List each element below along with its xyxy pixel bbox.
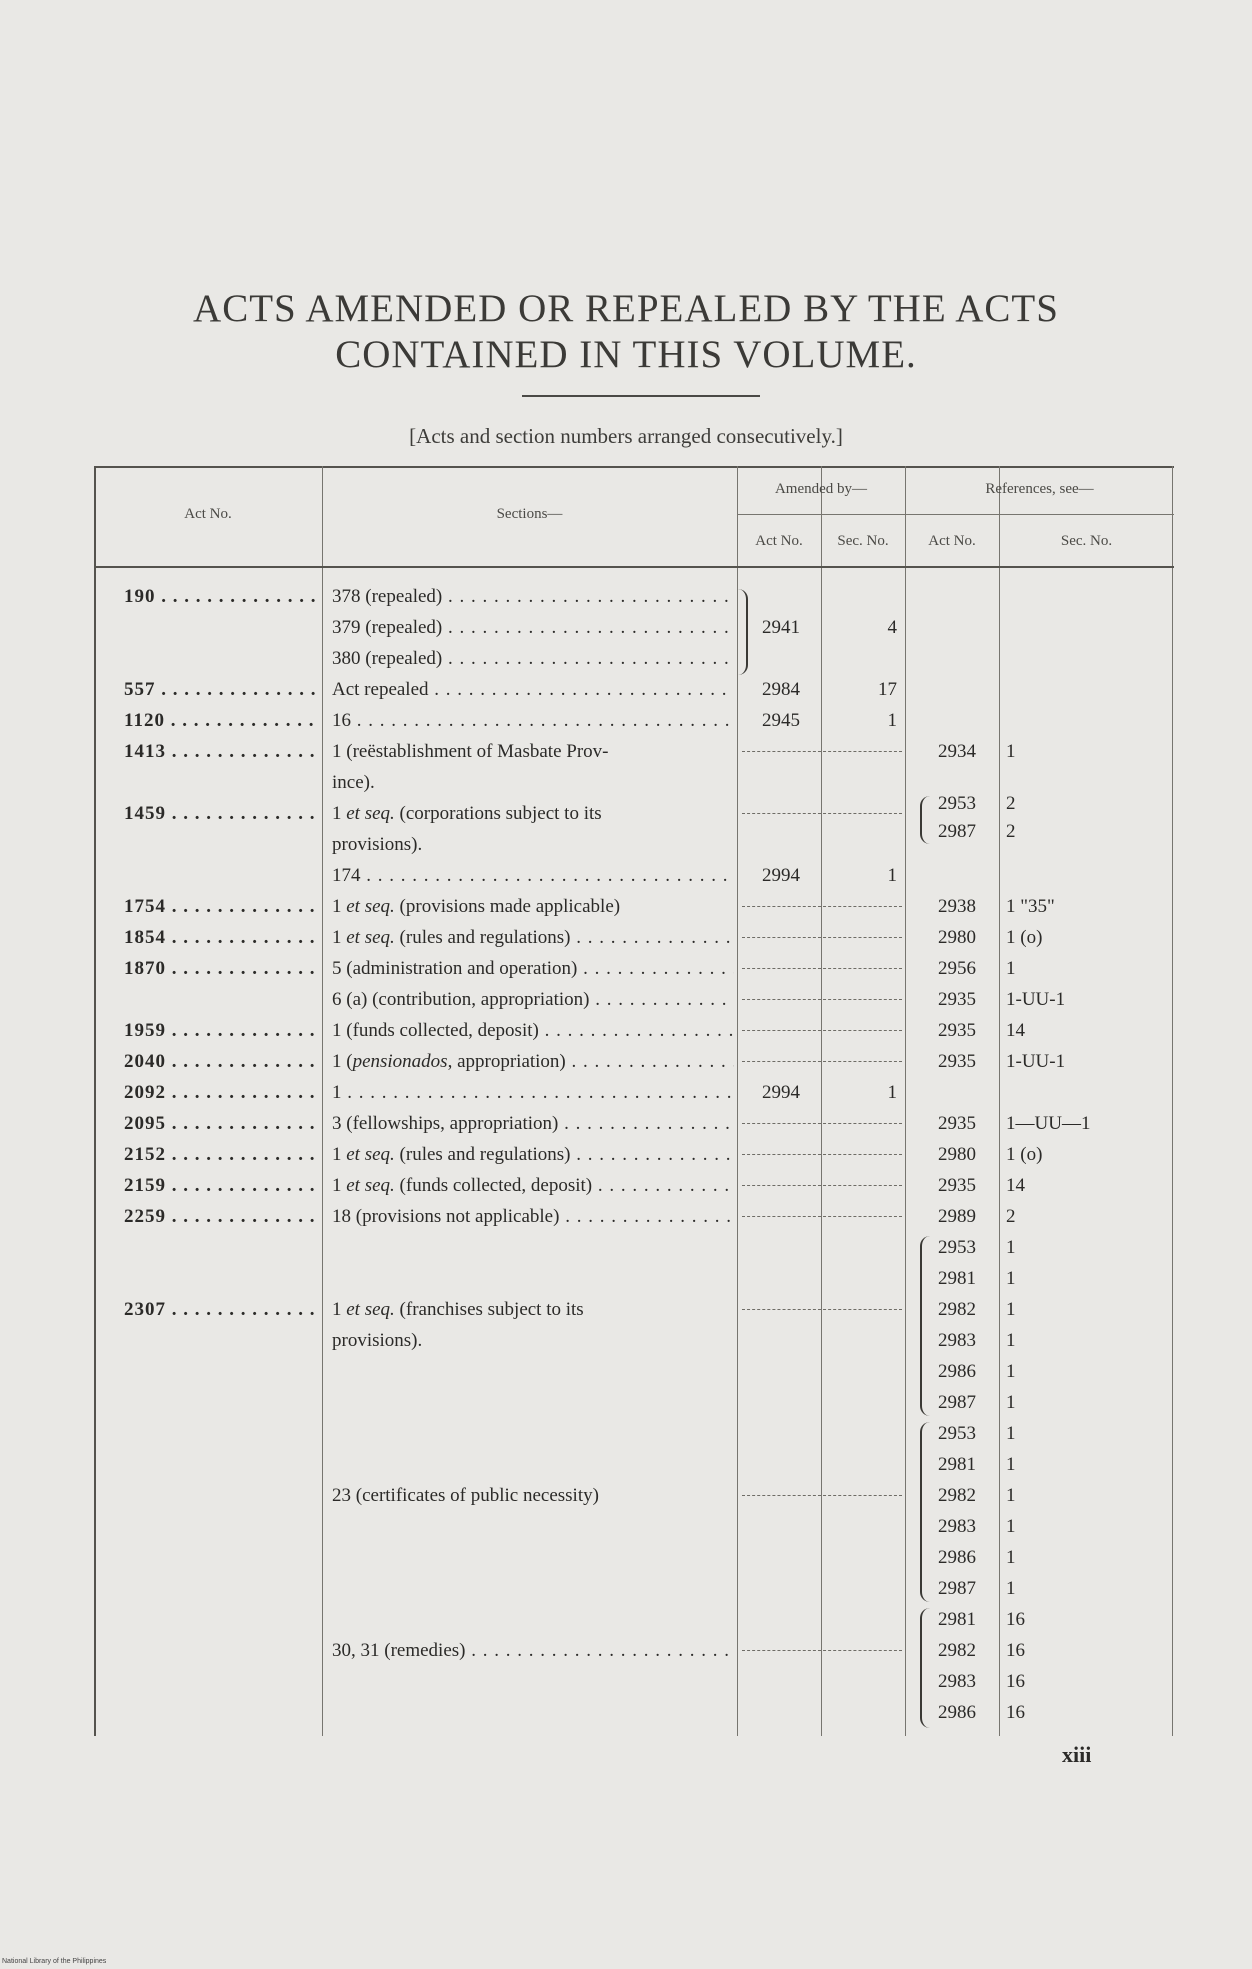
ref-sec: 1 [1006, 741, 1016, 762]
ref-sec: 1 [1006, 1268, 1016, 1289]
table-row [94, 1325, 1174, 1356]
section: Act repealed . . . [332, 674, 734, 705]
table-row [94, 1542, 1174, 1573]
act-no: 1870 . . . [124, 953, 317, 984]
ref-act: 2983 [938, 1516, 976, 1537]
section: 1 et seq. (rules and regulations) . . . [332, 1139, 734, 1170]
act-no: 2307 . . . [124, 1294, 317, 1325]
ref-sec: 1-UU-1 [1006, 1051, 1066, 1072]
amended-sec: 1 [887, 865, 897, 886]
amended-act: 2941 [762, 617, 800, 638]
ref-act: 2953 [938, 1237, 976, 1258]
acts-table [94, 466, 1174, 1736]
ref-act: 2934 [938, 741, 976, 762]
header-ref-act: Act No. [928, 533, 976, 549]
ref-act: 2938 [938, 896, 976, 917]
amended-sec: 1 [887, 1082, 897, 1103]
ref-sec: 1 [1006, 1454, 1016, 1475]
section-continuation: provisions). [332, 834, 423, 855]
italic-term: et seq. [346, 896, 395, 917]
act-no: 1854 . . . [124, 922, 317, 953]
italic-term: et seq. [346, 927, 395, 948]
act-no: 190 . . . [124, 581, 317, 612]
ref-act: 2935 [938, 1051, 976, 1072]
ref-act: 2983 [938, 1330, 976, 1351]
ref-act: 2982 [938, 1640, 976, 1661]
table-row [94, 1604, 1174, 1635]
header-amended-act: Act No. [755, 533, 803, 549]
leader [742, 968, 902, 969]
ref-sec: 16 [1006, 1640, 1025, 1661]
act-no: 2152 . . . [124, 1139, 317, 1170]
table-row [94, 1015, 1174, 1046]
leader [742, 1495, 902, 1496]
section: 1 et seq. (provisions made applicable) [332, 896, 621, 917]
header-sections: Sections— [496, 506, 563, 522]
section: 6 (a) (contribution, appropriation) . . . [332, 984, 734, 1015]
page-title [0, 286, 1252, 378]
title-line-1: ACTS AMENDED OR REPEALED BY THE ACTS [193, 287, 1059, 330]
ref-act: 2987 [938, 821, 976, 842]
brace [920, 796, 930, 844]
ref-sec: 1 [1006, 1330, 1016, 1351]
section: 16 . . . [332, 705, 734, 736]
header-ref-sec: Sec. No. [1060, 533, 1113, 549]
section: 378 (repealed) . . . [332, 581, 734, 612]
section: 5 (administration and operation) . . . [332, 953, 734, 984]
ref-act: 2981 [938, 1268, 976, 1289]
section: 1 (reëstablishment of Masbate Prov- [332, 741, 609, 762]
italic-term: et seq. [346, 1144, 395, 1165]
section: 30, 31 (remedies) . . . [332, 1635, 734, 1666]
amended-act: 2994 [762, 1082, 800, 1103]
act-no: 1959 . . . [124, 1015, 317, 1046]
table-row [94, 891, 1174, 922]
ref-sec: 2 [1006, 793, 1016, 814]
footer-credit: National Library of the Philippines [2, 1958, 107, 1965]
table-row [94, 705, 1174, 736]
ref-act: 2986 [938, 1702, 976, 1723]
header-amended-by: Amended by— [774, 481, 868, 497]
table-row [94, 1697, 1174, 1728]
table-row [94, 860, 1174, 891]
table-row [94, 1046, 1174, 1077]
section: 1 . . . [332, 1077, 734, 1108]
act-no: 557 . . . [124, 674, 317, 705]
table-row [94, 1356, 1174, 1387]
table-row [94, 953, 1174, 984]
table-row [94, 816, 1174, 847]
header-act-no: Act No. [184, 506, 232, 522]
ref-sec: 1 [1006, 1485, 1016, 1506]
table-row [94, 612, 1174, 643]
act-no: 1120 . . . [124, 705, 317, 736]
ref-sec: 1 [1006, 1237, 1016, 1258]
leader [742, 1123, 902, 1124]
ref-sec: 1 (o) [1006, 927, 1043, 948]
table-row [94, 1294, 1174, 1325]
table-row [94, 1232, 1174, 1263]
amended-act: 2994 [762, 865, 800, 886]
ref-sec: 14 [1006, 1175, 1025, 1196]
section: 1 et seq. (funds collected, deposit) . . . [332, 1170, 734, 1201]
header-amended-sec: Sec. No. [837, 533, 889, 549]
ref-act: 2989 [938, 1206, 976, 1227]
ref-sec: 1 [1006, 1423, 1016, 1444]
ref-sec: 14 [1006, 1020, 1025, 1041]
table-row [94, 984, 1174, 1015]
table-row [94, 1666, 1174, 1697]
ref-act: 2982 [938, 1485, 976, 1506]
subtitle: [Acts and section numbers arranged consecutively.] [409, 424, 843, 448]
table-row [94, 1511, 1174, 1542]
table-row [94, 1573, 1174, 1604]
ref-act: 2935 [938, 989, 976, 1010]
ref-sec: 1 [1006, 1578, 1016, 1599]
ref-sec: 16 [1006, 1609, 1025, 1630]
table-row [94, 1201, 1174, 1232]
leader [742, 999, 902, 1000]
table-row [94, 1480, 1174, 1511]
title-rule [522, 395, 760, 397]
header-bottom-rule [94, 566, 1174, 568]
ref-sec: 1 [1006, 958, 1016, 979]
act-no: 2092 . . . [124, 1077, 317, 1108]
act-no: 2259 . . . [124, 1201, 317, 1232]
ref-act: 2953 [938, 793, 976, 814]
leader [742, 937, 902, 938]
ref-sec: 16 [1006, 1702, 1025, 1723]
table-row [94, 581, 1174, 612]
act-no: 2159 . . . [124, 1170, 317, 1201]
table-row [94, 1387, 1174, 1418]
section: 18 (provisions not applicable) . . . [332, 1201, 734, 1232]
leader [742, 1650, 902, 1651]
table-row [94, 1077, 1174, 1108]
ref-sec: 1 [1006, 1392, 1016, 1413]
amended-act: 2984 [762, 679, 800, 700]
ref-act: 2953 [938, 1423, 976, 1444]
table-row [94, 643, 1174, 674]
table-row [94, 788, 1174, 819]
table-top-border [94, 466, 1174, 468]
section: 1 et seq. (corporations subject to its [332, 803, 602, 824]
table-row [94, 1263, 1174, 1294]
ref-act: 2980 [938, 927, 976, 948]
italic-term: et seq. [346, 803, 395, 824]
table-row [94, 1635, 1174, 1666]
section: 3 (fellowships, appropriation) . . . [332, 1108, 734, 1139]
ref-act: 2982 [938, 1299, 976, 1320]
italic-term: et seq. [346, 1299, 395, 1320]
ref-sec: 1—UU—1 [1006, 1113, 1091, 1134]
act-no: 2095 . . . [124, 1108, 317, 1139]
ref-act: 2986 [938, 1361, 976, 1382]
section: 380 (repealed) . . . [332, 643, 734, 674]
act-no: 2040 . . . [124, 1046, 317, 1077]
ref-act: 2980 [938, 1144, 976, 1165]
ref-sec: 2 [1006, 1206, 1016, 1227]
table-row [94, 1170, 1174, 1201]
italic-term: pensionados [352, 1051, 448, 1072]
ref-act: 2935 [938, 1020, 976, 1041]
section: 1 (funds collected, deposit) . . . [332, 1015, 734, 1046]
italic-term: et seq. [346, 1175, 395, 1196]
page-number: xiii [1062, 1742, 1092, 1767]
ref-sec: 1 [1006, 1547, 1016, 1568]
ref-sec: 1 [1006, 1299, 1016, 1320]
act-no: 1413 . . . [124, 736, 317, 767]
amended-sec: 4 [887, 617, 897, 638]
act-no: 1754 . . . [124, 891, 317, 922]
table-row [94, 674, 1174, 705]
ref-act: 2935 [938, 1175, 976, 1196]
ref-act: 2935 [938, 1113, 976, 1134]
ref-act: 2986 [938, 1547, 976, 1568]
section: 1 et seq. (franchises subject to its [332, 1299, 584, 1320]
leader [742, 906, 902, 907]
ref-sec: 1-UU-1 [1006, 989, 1066, 1010]
ref-sec: 1 "35" [1006, 896, 1055, 917]
brace [920, 1236, 931, 1416]
header-sub-rule [737, 514, 1174, 515]
act-no: 1459 . . . [124, 798, 317, 829]
ref-act: 2981 [938, 1609, 976, 1630]
table-row [94, 1418, 1174, 1449]
amended-act: 2945 [762, 710, 800, 731]
table-row [94, 1108, 1174, 1139]
table-row [94, 922, 1174, 953]
ref-sec: 2 [1006, 821, 1016, 842]
leader [742, 1309, 902, 1310]
brace [920, 1608, 931, 1728]
brace [920, 1422, 931, 1602]
ref-act: 2956 [938, 958, 976, 979]
ref-sec: 1 [1006, 1516, 1016, 1537]
amended-sec: 17 [878, 679, 897, 700]
title-line-2: CONTAINED IN THIS VOLUME. [335, 333, 917, 376]
section: 174 . . . [332, 860, 734, 891]
leader [742, 1061, 902, 1062]
ref-sec: 1 (o) [1006, 1144, 1043, 1165]
section-continuation: ince). [332, 772, 375, 793]
brace [736, 589, 748, 675]
leader [742, 1185, 902, 1186]
table-row [94, 1449, 1174, 1480]
table-row [94, 1139, 1174, 1170]
leader [742, 751, 902, 752]
ref-act: 2981 [938, 1454, 976, 1475]
table-row [94, 736, 1174, 767]
section-continuation: provisions). [332, 1330, 423, 1351]
section: 1 et seq. (rules and regulations) . . . [332, 922, 734, 953]
amended-sec: 1 [887, 710, 897, 731]
section: 1 (pensionados, appropriation) . . . [332, 1046, 734, 1077]
ref-act: 2987 [938, 1578, 976, 1599]
leader [742, 1030, 902, 1031]
ref-act: 2983 [938, 1671, 976, 1692]
leader [742, 1216, 902, 1217]
ref-sec: 1 [1006, 1361, 1016, 1382]
section: 23 (certificates of public necessity) [332, 1485, 599, 1506]
section: 379 (repealed) . . . [332, 612, 734, 643]
ref-sec: 16 [1006, 1671, 1025, 1692]
ref-act: 2987 [938, 1392, 976, 1413]
header-references: References, see— [985, 481, 1094, 497]
leader [742, 1154, 902, 1155]
